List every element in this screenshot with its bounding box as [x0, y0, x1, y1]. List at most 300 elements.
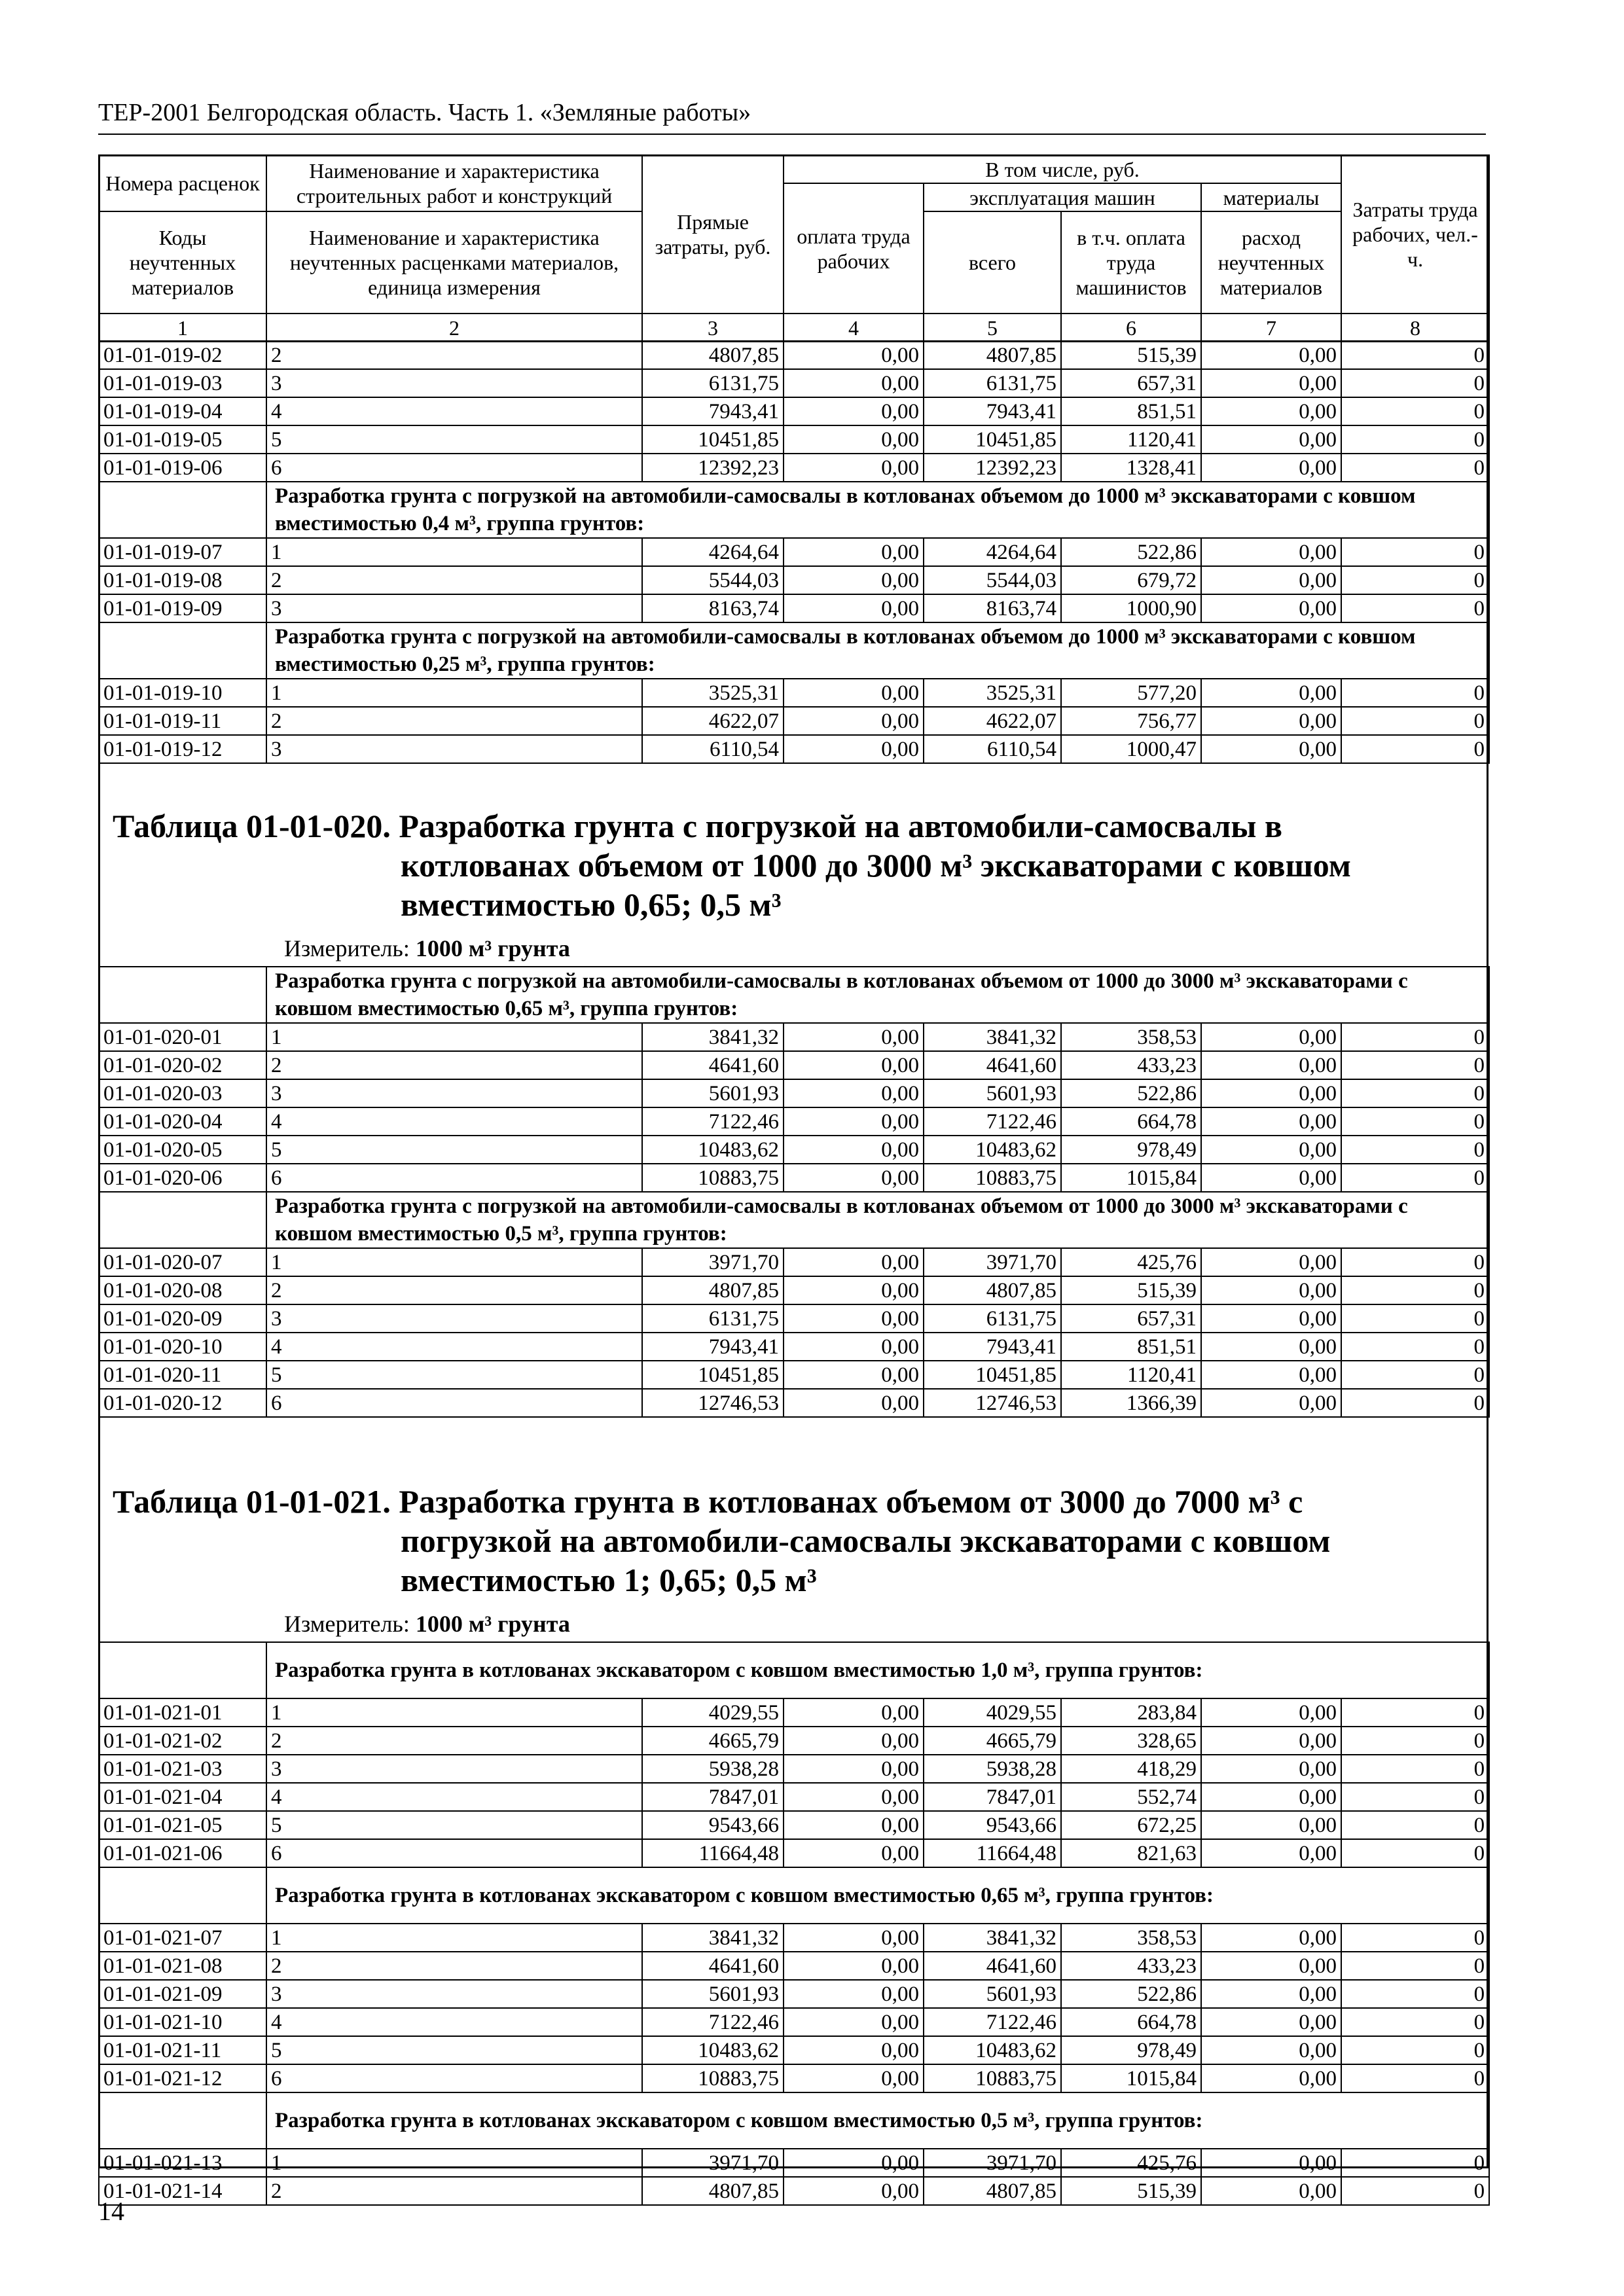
table-cell: 664,78	[1061, 1107, 1201, 1136]
table-cell: 0,00	[784, 566, 924, 594]
table-cell: 10483,62	[924, 2036, 1061, 2064]
table-cell: 01-01-019-10	[99, 679, 266, 707]
table-cell: 01-01-020-06	[99, 1164, 266, 1192]
table-cell: 10483,62	[642, 1136, 784, 1164]
table-cell: 4029,55	[924, 1698, 1061, 1727]
table-row	[99, 1333, 1489, 1361]
table-cell: 6	[266, 1164, 642, 1192]
section-heading: Разработка грунта с погрузкой на автомобили-самосвалы в котлованах объемом от 1000 до 3000 м³ экскаваторами с ковшом вместимостью 0,5 м³, группа грунтов:	[266, 1192, 1489, 1248]
rates-table-021	[98, 1641, 1490, 2206]
header-vtch: в т.ч. оплата труда машинистов	[1061, 211, 1201, 314]
table-cell: 01-01-020-05	[99, 1136, 266, 1164]
table-cell: 3	[266, 1980, 642, 2008]
header-nomera: Номера расценок	[99, 155, 266, 211]
table-cell: 2	[266, 707, 642, 735]
table-cell: 4807,85	[924, 341, 1061, 369]
table-cell: 851,51	[1061, 397, 1201, 425]
table-cell: 01-01-019-09	[99, 594, 266, 622]
table-021-title	[113, 1482, 1481, 1600]
colnum: 3	[642, 314, 784, 342]
section-code-cell	[99, 482, 266, 538]
table-cell: 0,00	[1201, 454, 1341, 482]
table-cell: 3841,32	[642, 1924, 784, 1952]
table-cell: 0,00	[1201, 1783, 1341, 1811]
table-row	[99, 454, 1489, 482]
table-cell: 10483,62	[924, 1136, 1061, 1164]
colnum: 1	[99, 314, 266, 342]
table-cell: 657,31	[1061, 1304, 1201, 1333]
table-cell: 6131,75	[642, 1304, 784, 1333]
table-cell: 0,00	[1201, 1755, 1341, 1783]
table-cell: 01-01-020-02	[99, 1051, 266, 1079]
table-cell: 01-01-020-04	[99, 1107, 266, 1136]
table-cell: 0,00	[784, 1727, 924, 1755]
table-cell: 9543,66	[642, 1811, 784, 1839]
table-cell: 12746,53	[924, 1389, 1061, 1417]
table-cell: 0,00	[1201, 341, 1341, 369]
table-cell: 0,00	[1201, 1164, 1341, 1192]
header-naim2: Наименование и характеристика неучтенных расценками материалов, единица измерения	[266, 211, 642, 314]
table-cell: 4264,64	[924, 538, 1061, 566]
table-cell: 672,25	[1061, 1811, 1201, 1839]
table-cell: 1366,39	[1061, 1389, 1201, 1417]
table-cell: 8163,74	[924, 594, 1061, 622]
table-cell: 3	[266, 735, 642, 763]
table-cell: 418,29	[1061, 1755, 1201, 1783]
table-cell: 0	[1341, 2036, 1489, 2064]
table-cell: 7122,46	[924, 2008, 1061, 2036]
table-cell: 1	[266, 538, 642, 566]
column-header-table	[98, 154, 1490, 342]
table-row	[99, 1952, 1489, 1980]
table-cell: 01-01-019-12	[99, 735, 266, 763]
table-cell: 0,00	[1201, 538, 1341, 566]
table-cell: 0,00	[784, 2036, 924, 2064]
table-row	[99, 1361, 1489, 1389]
table-cell: 3525,31	[642, 679, 784, 707]
table-cell: 7122,46	[642, 1107, 784, 1136]
table-cell: 5601,93	[924, 1079, 1061, 1107]
table-cell: 6131,75	[642, 369, 784, 397]
section-row	[99, 967, 1489, 1023]
table-cell: 0,00	[1201, 1811, 1341, 1839]
table-cell: 0	[1341, 2149, 1489, 2177]
table-cell: 4807,85	[642, 2177, 784, 2205]
table-cell: 3841,32	[642, 1023, 784, 1051]
section-row	[99, 482, 1489, 538]
table-021-measure	[284, 1610, 570, 1638]
table-cell: 0,00	[1201, 2036, 1341, 2064]
table-cell: 0,00	[784, 1136, 924, 1164]
table-cell: 0,00	[784, 1051, 924, 1079]
table-cell: 1	[266, 1248, 642, 1276]
table-cell: 01-01-021-05	[99, 1811, 266, 1839]
table-cell: 01-01-020-01	[99, 1023, 266, 1051]
table-cell: 8163,74	[642, 594, 784, 622]
table-cell: 7943,41	[924, 397, 1061, 425]
table-021-title-line1: Таблица 01-01-021. Разработка грунта в котлованах объемом от 3000 до 7000 м³ с	[113, 1483, 1303, 1520]
table-cell: 9543,66	[924, 1811, 1061, 1839]
table-cell: 01-01-021-12	[99, 2064, 266, 2092]
table-cell: 01-01-020-08	[99, 1276, 266, 1304]
table-cell: 0	[1341, 1361, 1489, 1389]
table-cell: 0,00	[784, 1361, 924, 1389]
table-cell: 0,00	[1201, 2149, 1341, 2177]
table-cell: 3	[266, 594, 642, 622]
table-cell: 0,00	[1201, 707, 1341, 735]
table-cell: 0	[1341, 1276, 1489, 1304]
table-cell: 0,00	[1201, 1136, 1341, 1164]
table-cell: 12746,53	[642, 1389, 784, 1417]
table-cell: 0,00	[784, 707, 924, 735]
table-cell: 4	[266, 397, 642, 425]
table-cell: 0	[1341, 566, 1489, 594]
table-cell: 0	[1341, 679, 1489, 707]
table-cell: 0,00	[784, 1023, 924, 1051]
table-cell: 1	[266, 1924, 642, 1952]
table-cell: 2	[266, 566, 642, 594]
table-cell: 10451,85	[924, 1361, 1061, 1389]
table-cell: 0	[1341, 1389, 1489, 1417]
header-kody: Коды неучтенных материалов	[99, 211, 266, 314]
table-cell: 3971,70	[642, 1248, 784, 1276]
table-cell: 0	[1341, 1980, 1489, 2008]
table-cell: 0,00	[784, 1783, 924, 1811]
table-cell: 0,00	[1201, 1980, 1341, 2008]
rates-table-019	[98, 340, 1490, 764]
table-cell: 515,39	[1061, 1276, 1201, 1304]
table-cell: 6110,54	[924, 735, 1061, 763]
table-row	[99, 1811, 1489, 1839]
table-cell: 0	[1341, 1333, 1489, 1361]
rates-table-020	[98, 966, 1490, 1418]
table-cell: 01-01-021-14	[99, 2177, 266, 2205]
table-row	[99, 1276, 1489, 1304]
table-cell: 4807,85	[642, 1276, 784, 1304]
table-cell: 1120,41	[1061, 1361, 1201, 1389]
table-cell: 12392,23	[924, 454, 1061, 482]
table-row	[99, 1248, 1489, 1276]
table-row	[99, 594, 1489, 622]
table-cell: 2	[266, 2177, 642, 2205]
table-cell: 0,00	[784, 425, 924, 454]
table-cell: 0,00	[784, 1276, 924, 1304]
table-cell: 0,00	[1201, 1023, 1341, 1051]
table-cell: 4	[266, 1333, 642, 1361]
header-vtom: В том числе, руб.	[784, 155, 1341, 183]
table-cell: 1000,90	[1061, 594, 1201, 622]
table-cell: 0,00	[1201, 1107, 1341, 1136]
table-cell: 1	[266, 1023, 642, 1051]
section-code-cell	[99, 1867, 266, 1924]
table-row	[99, 1079, 1489, 1107]
table-cell: 5544,03	[924, 566, 1061, 594]
table-020-measure	[284, 935, 570, 962]
table-cell: 7122,46	[924, 1107, 1061, 1136]
table-cell: 0	[1341, 454, 1489, 482]
table-cell: 01-01-020-09	[99, 1304, 266, 1333]
section-heading: Разработка грунта с погрузкой на автомобили-самосвалы в котлованах объемом от 1000 до 3000 м³ экскаваторами с ковшом вместимостью 0,65 м³, группа грунтов:	[266, 967, 1489, 1023]
table-cell: 552,74	[1061, 1783, 1201, 1811]
table-cell: 1015,84	[1061, 2064, 1201, 2092]
table-cell: 01-01-021-04	[99, 1783, 266, 1811]
table-cell: 10883,75	[642, 1164, 784, 1192]
table-cell: 10883,75	[924, 2064, 1061, 2092]
table-cell: 01-01-019-02	[99, 341, 266, 369]
header-vsego: всего	[924, 211, 1061, 314]
table-row	[99, 1389, 1489, 1417]
table-cell: 5601,93	[642, 1980, 784, 2008]
table-cell: 0,00	[784, 1839, 924, 1867]
colnum: 8	[1341, 314, 1489, 342]
section-code-cell	[99, 1192, 266, 1248]
measure-label: Измеритель:	[284, 1611, 410, 1637]
table-cell: 515,39	[1061, 2177, 1201, 2205]
table-cell: 0,00	[1201, 1333, 1341, 1361]
table-cell: 01-01-019-08	[99, 566, 266, 594]
table-cell: 0,00	[784, 454, 924, 482]
colnum: 4	[784, 314, 924, 342]
table-cell: 7943,41	[642, 1333, 784, 1361]
table-cell: 5	[266, 1361, 642, 1389]
table-cell: 01-01-021-07	[99, 1924, 266, 1952]
table-cell: 0,00	[1201, 1839, 1341, 1867]
table-cell: 1	[266, 2149, 642, 2177]
table-cell: 01-01-021-06	[99, 1839, 266, 1867]
table-cell: 01-01-019-07	[99, 538, 266, 566]
table-cell: 0	[1341, 1783, 1489, 1811]
table-cell: 664,78	[1061, 2008, 1201, 2036]
section-code-cell	[99, 1642, 266, 1698]
table-row	[99, 2064, 1489, 2092]
table-cell: 0,00	[1201, 1304, 1341, 1333]
table-cell: 0	[1341, 1698, 1489, 1727]
table-cell: 1	[266, 1698, 642, 1727]
table-row	[99, 538, 1489, 566]
table-cell: 0,00	[1201, 2177, 1341, 2205]
table-cell: 0	[1341, 1248, 1489, 1276]
table-row	[99, 1107, 1489, 1136]
table-cell: 10883,75	[642, 2064, 784, 2092]
table-cell: 0,00	[784, 1811, 924, 1839]
table-cell: 0,00	[784, 1333, 924, 1361]
table-cell: 1015,84	[1061, 1164, 1201, 1192]
table-cell: 0,00	[1201, 2008, 1341, 2036]
table-cell: 5938,28	[924, 1755, 1061, 1783]
table-cell: 657,31	[1061, 369, 1201, 397]
table-cell: 0	[1341, 2064, 1489, 2092]
table-cell: 0,00	[1201, 1727, 1341, 1755]
table-row	[99, 1136, 1489, 1164]
table-row	[99, 341, 1489, 369]
table-cell: 7847,01	[642, 1783, 784, 1811]
table-cell: 4	[266, 1783, 642, 1811]
table-cell: 4665,79	[924, 1727, 1061, 1755]
section-row	[99, 1867, 1489, 1924]
table-cell: 5601,93	[924, 1980, 1061, 2008]
table-cell: 0	[1341, 1023, 1489, 1051]
table-cell: 0,00	[784, 1755, 924, 1783]
table-cell: 978,49	[1061, 2036, 1201, 2064]
section-code-cell	[99, 622, 266, 679]
table-cell: 6	[266, 454, 642, 482]
table-row	[99, 425, 1489, 454]
table-cell: 01-01-019-06	[99, 454, 266, 482]
table-cell: 10483,62	[642, 2036, 784, 2064]
measure-label: Измеритель:	[284, 935, 410, 961]
table-cell: 4641,60	[642, 1952, 784, 1980]
table-row	[99, 1051, 1489, 1079]
table-cell: 01-01-021-01	[99, 1698, 266, 1727]
table-cell: 3971,70	[924, 1248, 1061, 1276]
header-zatraty: Затраты труда рабочих, чел.-ч.	[1341, 155, 1489, 314]
section-heading: Разработка грунта в котлованах экскаватором с ковшом вместимостью 1,0 м³, группа грунтов:	[266, 1642, 1489, 1698]
table-row	[99, 369, 1489, 397]
table-cell: 0,00	[784, 1304, 924, 1333]
table-row	[99, 1924, 1489, 1952]
section-heading: Разработка грунта с погрузкой на автомобили-самосвалы в котлованах объемом до 1000 м³ экскаваторами с ковшом вместимостью 0,25 м³, группа грунтов:	[266, 622, 1489, 679]
table-cell: 0,00	[1201, 1079, 1341, 1107]
table-cell: 3	[266, 369, 642, 397]
table-cell: 2	[266, 341, 642, 369]
table-cell: 0,00	[784, 679, 924, 707]
table-cell: 4	[266, 2008, 642, 2036]
table-cell: 5	[266, 1811, 642, 1839]
table-cell: 0,00	[784, 341, 924, 369]
table-cell: 01-01-021-03	[99, 1755, 266, 1783]
table-cell: 0,00	[1201, 1952, 1341, 1980]
table-row	[99, 1023, 1489, 1051]
table-cell: 0,00	[784, 1079, 924, 1107]
table-cell: 4622,07	[924, 707, 1061, 735]
table-cell: 7847,01	[924, 1783, 1061, 1811]
table-cell: 328,65	[1061, 1727, 1201, 1755]
table-cell: 0,00	[1201, 1924, 1341, 1952]
table-cell: 0	[1341, 1839, 1489, 1867]
table-row	[99, 1698, 1489, 1727]
table-cell: 4807,85	[924, 1276, 1061, 1304]
table-cell: 6131,75	[924, 369, 1061, 397]
table-cell: 0,00	[1201, 1276, 1341, 1304]
table-cell: 0,00	[784, 1924, 924, 1952]
table-cell: 3971,70	[642, 2149, 784, 2177]
table-021-title-rest: погрузкой на автомобили-самосвалы экскаваторами с ковшом вместимостью 1; 0,65; 0,5 м³	[401, 1522, 1331, 1598]
section-row	[99, 1192, 1489, 1248]
section-row	[99, 2092, 1489, 2149]
table-cell: 01-01-021-08	[99, 1952, 266, 1980]
table-cell: 522,86	[1061, 1980, 1201, 2008]
table-cell: 0,00	[784, 538, 924, 566]
table-cell: 1328,41	[1061, 454, 1201, 482]
measure-value: 1000 м³ грунта	[415, 1611, 570, 1637]
table-cell: 0	[1341, 341, 1489, 369]
table-cell: 4622,07	[642, 707, 784, 735]
table-cell: 4665,79	[642, 1727, 784, 1755]
table-cell: 3971,70	[924, 2149, 1061, 2177]
table-cell: 01-01-021-02	[99, 1727, 266, 1755]
table-cell: 10451,85	[642, 425, 784, 454]
table-cell: 0	[1341, 1952, 1489, 1980]
table-cell: 0	[1341, 1164, 1489, 1192]
table-cell: 0,00	[784, 2008, 924, 2036]
table-cell: 5544,03	[642, 566, 784, 594]
table-cell: 10883,75	[924, 1164, 1061, 1192]
table-cell: 0,00	[784, 594, 924, 622]
table-cell: 0	[1341, 735, 1489, 763]
table-cell: 3841,32	[924, 1023, 1061, 1051]
table-row	[99, 2008, 1489, 2036]
table-cell: 2	[266, 1276, 642, 1304]
table-cell: 7943,41	[642, 397, 784, 425]
table-cell: 1000,47	[1061, 735, 1201, 763]
table-020-title	[113, 806, 1481, 924]
table-cell: 5938,28	[642, 1755, 784, 1783]
table-cell: 0,00	[1201, 566, 1341, 594]
table-cell: 0,00	[1201, 735, 1341, 763]
table-cell: 3525,31	[924, 679, 1061, 707]
table-row	[99, 566, 1489, 594]
table-cell: 0	[1341, 1079, 1489, 1107]
table-cell: 2	[266, 1727, 642, 1755]
table-cell: 01-01-019-05	[99, 425, 266, 454]
section-heading: Разработка грунта с погрузкой на автомобили-самосвалы в котлованах объемом до 1000 м³ экскаваторами с ковшом вместимостью 0,4 м³, группа грунтов:	[266, 482, 1489, 538]
table-cell: 01-01-021-10	[99, 2008, 266, 2036]
table-cell: 0,00	[784, 1107, 924, 1136]
table-cell: 11664,48	[924, 1839, 1061, 1867]
table-cell: 3841,32	[924, 1924, 1061, 1952]
table-cell: 0	[1341, 369, 1489, 397]
table-cell: 7943,41	[924, 1333, 1061, 1361]
table-cell: 283,84	[1061, 1698, 1201, 1727]
table-cell: 0	[1341, 1727, 1489, 1755]
table-cell: 0,00	[784, 2177, 924, 2205]
table-row	[99, 1839, 1489, 1867]
table-cell: 0	[1341, 2177, 1489, 2205]
table-cell: 5	[266, 425, 642, 454]
table-cell: 0,00	[784, 369, 924, 397]
table-cell: 0	[1341, 538, 1489, 566]
table-cell: 0,00	[1201, 2064, 1341, 2092]
header-rashod: расход неучтенных материалов	[1201, 211, 1341, 314]
table-cell: 433,23	[1061, 1051, 1201, 1079]
table-cell: 0,00	[1201, 425, 1341, 454]
table-cell: 0,00	[784, 1952, 924, 1980]
table-cell: 0	[1341, 594, 1489, 622]
section-code-cell	[99, 2092, 266, 2149]
header-pryamye: Прямые затраты, руб.	[642, 155, 784, 314]
table-cell: 0,00	[784, 397, 924, 425]
table-cell: 01-01-020-03	[99, 1079, 266, 1107]
table-cell: 0	[1341, 1811, 1489, 1839]
table-row	[99, 2177, 1489, 2205]
table-cell: 6	[266, 1839, 642, 1867]
table-row	[99, 735, 1489, 763]
table-cell: 0	[1341, 397, 1489, 425]
section-row	[99, 622, 1489, 679]
table-row	[99, 2149, 1489, 2177]
table-cell: 0,00	[1201, 1248, 1341, 1276]
table-cell: 4807,85	[642, 341, 784, 369]
table-cell: 4807,85	[924, 2177, 1061, 2205]
table-cell: 01-01-019-04	[99, 397, 266, 425]
table-cell: 01-01-020-10	[99, 1333, 266, 1361]
table-cell: 1120,41	[1061, 425, 1201, 454]
table-cell: 851,51	[1061, 1333, 1201, 1361]
table-cell: 4	[266, 1107, 642, 1136]
table-cell: 425,76	[1061, 2149, 1201, 2177]
table-cell: 12392,23	[642, 454, 784, 482]
table-cell: 01-01-020-07	[99, 1248, 266, 1276]
